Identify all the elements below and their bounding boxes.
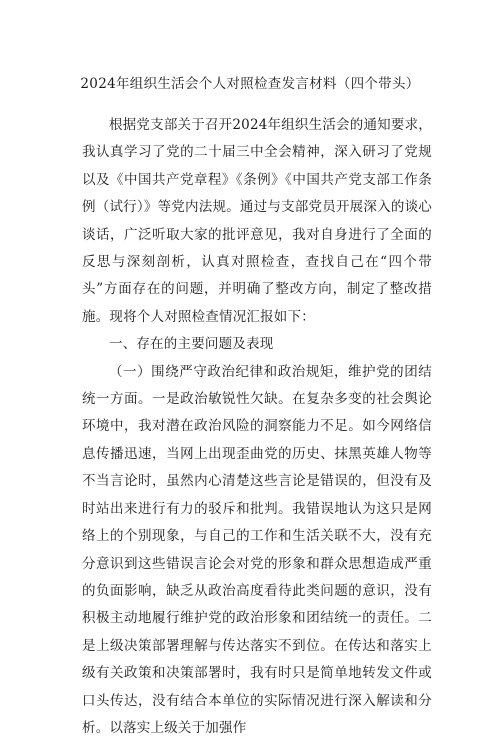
- body-paragraph: （一）围绕严守政治纪律和政治规矩，维护党的团结统一方面。一是政治敏锐性欠缺。在复杂多变的社会舆论环境中，我对潜在政治风险的洞察能力不足。如今网络信息传播迅速，当网上出现歪曲党的历史、抹黑英雄人物等不当言论时，虽然内心清楚这些言论是错误的，但没有及时站出来进行有力的驳斥和批判。我错误地认为这只是网络上的个别现象，与自己的工作和生活关联不大，没有充分意识到这些错误言论会对党的形象和群众思想造成严重的负面影响，缺乏从政治高度看待此类问题的意识，没有积极主动地履行维护党的政治形象和团结统一的责任。二是上级决策部署理解与传达落实不到位。在传达和落实上级有关政策和决策部署时，我有时只是简单地转发文件或口头传达，没有结合本单位的实际情况进行深入解读和分析。以落实上级关于加强作: [82, 363, 432, 736]
- section-heading: 一、存在的主要问题及表现: [109, 336, 274, 353]
- document-title: 2024年组织生活会个人对照检查发言材料（四个带头）: [80, 76, 420, 92]
- intro-paragraph: 根据党支部关于召开2024年组织生活会的通知要求，我认真学习了党的二十届三中全会精神，深入研习了党规以及《中国共产党章程》《条例》《中国共产党支部工作条例（试行）》等党内法规。通过与支部党员开展深入的谈心谈话，广泛听取大家的批评意见，我对自身进行了全面的反思与深刻剖析，认真对照检查，查找自己在“四个带头”方面存在的问题，并明确了整改方向，制定了整改措施。现将个人对照检查情况汇报如下：: [82, 117, 432, 325]
- document-body: [82, 112, 432, 742]
